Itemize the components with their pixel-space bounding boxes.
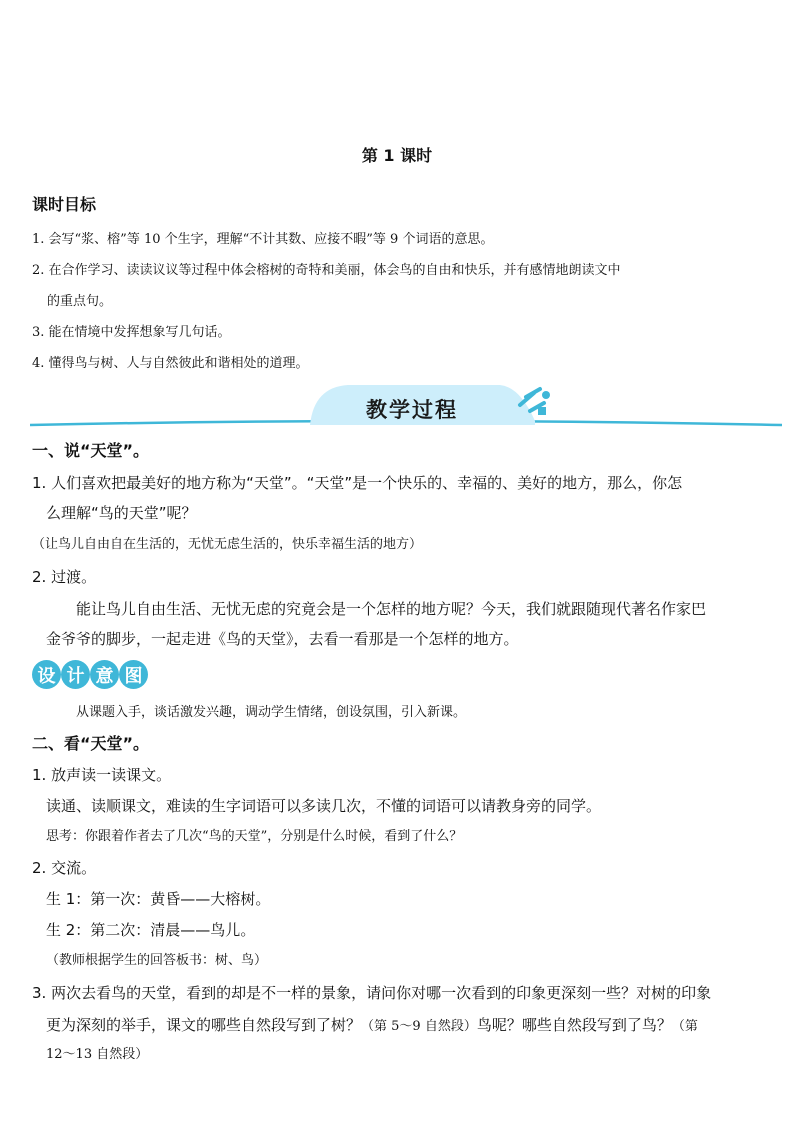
design-char-4: 图 bbox=[119, 660, 148, 689]
section2-q3-line3: 12～13 自然段） bbox=[46, 1047, 149, 1062]
goal-item-4: 4. 懂得鸟与树、人与自然彼此和谐相处的道理。 bbox=[32, 356, 309, 371]
q3-answer-1: （第 5～9 自然段） bbox=[361, 1019, 477, 1034]
q3-text-b: 鸟呢？哪些自然段写到了鸟？ bbox=[476, 1016, 672, 1034]
section2-q1-line: 读通、读顺课文，难读的生字词语可以多读几次，不懂的词语可以请教身旁的同学。 bbox=[46, 797, 602, 815]
banner-label: 教学过程 bbox=[366, 398, 458, 422]
section1-q2: 2. 过渡。 bbox=[32, 568, 97, 586]
section1-q2-line1: 能让鸟儿自由生活、无忧无虑的究竟会是一个怎样的地方呢？今天，我们就跟随现代著名作家巴 bbox=[76, 600, 707, 618]
design-intent-text: 从课题入手，谈话激发兴趣，调动学生情绪，创设氛围，引入新课。 bbox=[76, 705, 467, 720]
section2-q2: 2. 交流。 bbox=[32, 859, 97, 877]
goals-heading: 课时目标 bbox=[32, 195, 97, 214]
section2-q1-think: 思考：你跟着作者去了几次“鸟的天堂”，分别是什么时候，看到了什么？ bbox=[46, 829, 463, 844]
q3-text-a: 更为深刻的举手，课文的哪些自然段写到了树？ bbox=[46, 1016, 362, 1034]
section1-q1-answer: （让鸟儿自由自在生活的，无忧无虑生活的，快乐幸福生活的地方） bbox=[32, 537, 423, 552]
design-char-2: 计 bbox=[61, 660, 90, 689]
section1-heading: 一、说“天堂”。 bbox=[32, 441, 150, 460]
section2-student-1: 生 1：第一次：黄昏——大榕树。 bbox=[46, 890, 271, 908]
design-char-3: 意 bbox=[90, 660, 119, 689]
section2-q3-line1: 3. 两次去看鸟的天堂，看到的却是不一样的景象，请问你对哪一次看到的印象更深刻一些？对树的印象 bbox=[32, 984, 712, 1002]
section1-q1-line2: 么理解“鸟的天堂”呢？ bbox=[46, 504, 197, 522]
section2-q3-line2 bbox=[46, 1017, 698, 1033]
q3-answer-2a: （第 bbox=[671, 1019, 698, 1034]
section2-student-2: 生 2：第二次：清晨——鸟儿。 bbox=[46, 921, 256, 939]
design-char-1: 设 bbox=[32, 660, 61, 689]
goal-item-2-cont: 的重点句。 bbox=[47, 294, 113, 309]
goal-item-2: 2. 在合作学习、读读议议等过程中体会榕树的奇特和美丽，体会鸟的自由和快乐，并有感情地朗读文中 bbox=[32, 263, 621, 278]
lesson-title: 第 1 课时 bbox=[361, 146, 433, 165]
section1-q1-line1: 1. 人们喜欢把最美好的地方称为“天堂”。“天堂”是一个快乐的、幸福的、美好的地方，那么，你怎 bbox=[32, 474, 683, 492]
section2-q1: 1. 放声读一读课文。 bbox=[32, 766, 172, 784]
goal-item-1: 1. 会写“浆、榕”等 10 个生字，理解“不计其数、应接不暇”等 9 个词语的意思。 bbox=[32, 232, 494, 247]
section2-heading: 二、看“天堂”。 bbox=[32, 734, 150, 753]
section2-board-note: （教师根据学生的回答板书：树、鸟） bbox=[46, 953, 268, 968]
goal-item-3: 3. 能在情境中发挥想象写几句话。 bbox=[32, 325, 231, 340]
section1-q2-line2: 金爷爷的脚步，一起走进《鸟的天堂》，去看一看那是一个怎样的地方。 bbox=[46, 630, 519, 648]
